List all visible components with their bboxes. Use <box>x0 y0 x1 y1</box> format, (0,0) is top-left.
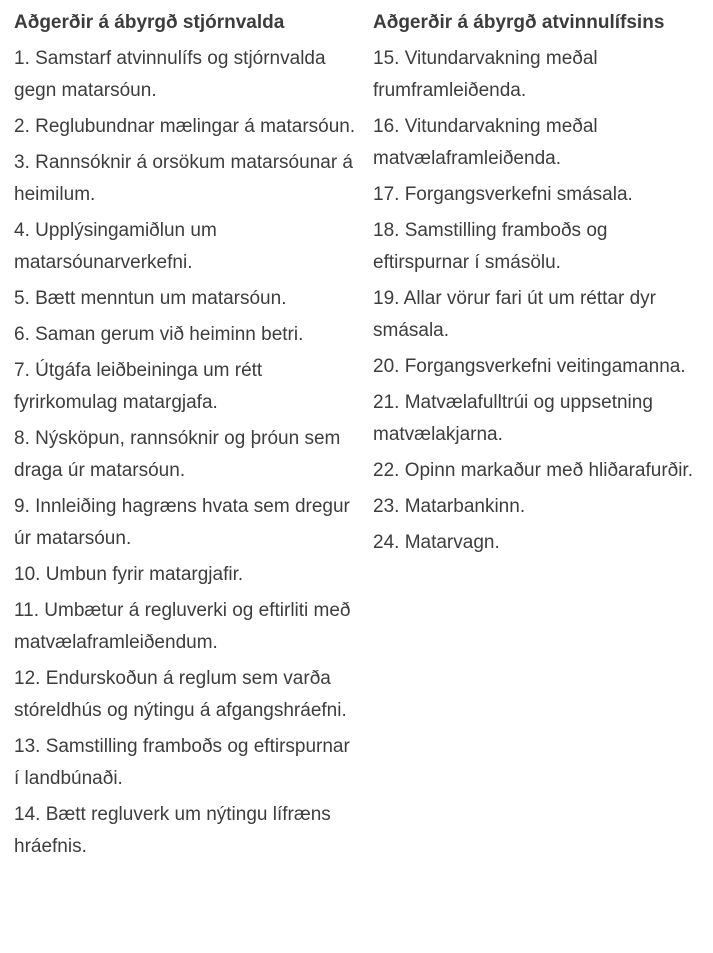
list-item: 21. Matvælafulltrúi og uppsetning matvælakjarna. <box>373 392 653 445</box>
list-item: 13. Samstilling framboðs og eftirspurnar í landbúnaði. <box>14 736 350 789</box>
list-item: 11. Umbætur á regluverki og eftirliti með matvælaframleiðendum. <box>14 600 351 653</box>
list-item: 3. Rannsóknir á orsökum matarsóunar á heimilum. <box>14 152 353 205</box>
list-item: 12. Endurskoðun á reglum sem varða stóreldhús og nýtingu á afgangshráefni. <box>14 668 347 721</box>
list-item: 24. Matarvagn. <box>373 532 500 553</box>
list-item: 22. Opinn markaður með hliðarafurðir. <box>373 460 693 481</box>
list-item: 9. Innleiðing hagræns hvata sem dregur úr matarsóun. <box>14 496 350 549</box>
industry-actions-column <box>373 0 708 563</box>
list-item: 5. Bætt menntun um matarsóun. <box>14 288 287 309</box>
list-item: 20. Forgangsverkefni veitingamanna. <box>373 356 686 377</box>
list-item: 14. Bætt regluverk um nýtingu lífræns hráefnis. <box>14 804 331 857</box>
government-actions-list <box>14 43 359 863</box>
list-item: 15. Vitundarvakning meðal frumframleiðenda. <box>373 48 598 101</box>
list-item: 6. Saman gerum við heiminn betri. <box>14 324 304 345</box>
list-item: 16. Vitundarvakning meðal matvælaframleiðenda. <box>373 116 598 169</box>
government-actions-heading: Aðgerðir á ábyrgð stjórnvalda <box>14 12 285 33</box>
list-item: 2. Reglubundnar mælingar á matarsóun. <box>14 116 356 137</box>
list-item: 4. Upplýsingamiðlun um matarsóunarverkefni. <box>14 220 217 273</box>
industry-actions-heading: Aðgerðir á ábyrgð atvinnulífsins <box>373 12 665 33</box>
list-item: 10. Umbun fyrir matargjafir. <box>14 564 244 585</box>
list-item: 17. Forgangsverkefni smásala. <box>373 184 633 205</box>
list-item: 23. Matarbankinn. <box>373 496 526 517</box>
government-actions-column <box>14 0 359 867</box>
list-item: 7. Útgáfa leiðbeininga um rétt fyrirkomulag matargjafa. <box>14 360 263 413</box>
list-item: 8. Nýsköpun, rannsóknir og þróun sem draga úr matarsóun. <box>14 428 341 481</box>
list-item: 19. Allar vörur fari út um réttar dyr smásala. <box>373 288 656 341</box>
industry-actions-list <box>373 43 708 559</box>
list-item: 1. Samstarf atvinnulífs og stjórnvalda gegn matarsóun. <box>14 48 326 101</box>
list-item: 18. Samstilling framboðs og eftirspurnar í smásölu. <box>373 220 608 273</box>
